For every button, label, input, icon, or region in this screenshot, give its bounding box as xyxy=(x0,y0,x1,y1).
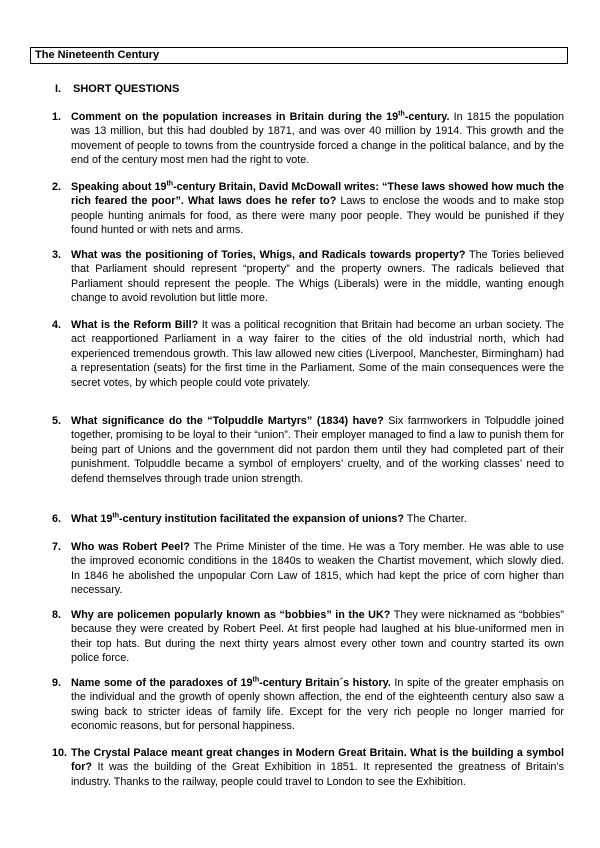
section-number: I. xyxy=(55,83,62,95)
question-text: Who was Robert Peel? xyxy=(71,541,190,553)
question-text: Why are policemen popularly known as “bobbies” in the UK? xyxy=(71,609,391,621)
answer-text: The Charter. xyxy=(403,513,467,525)
answer-text: It was a political recognition that Britain had become an urban society. The act reapportioned Parliament in a way fairer to the cities of the old industrial north, which had experienced tremendous growth. This law allowed new cities (Liverpool, Manchester, Birmingham) had a representation (seats) for the first time in the Parliament. Some of the main consequences were the secret votes, by which people could vote privately. xyxy=(71,319,564,389)
question-number: 9. xyxy=(52,677,62,689)
question-item xyxy=(52,318,564,390)
question-item xyxy=(52,608,564,666)
answer-text: In 1815 the population was 13 million, but this had doubled by 1871, and was over 40 million by 1914. This growth and the movement of people to towns from the countryside forced a change in the political balance, and by the end of the century most men had the right to vote. xyxy=(71,111,564,167)
question-item xyxy=(52,746,564,789)
answer-text: Laws to enclose the woods and to make stop people hunting animals for food, as there were many poor people. They would be punished if they found hunted or with nets and arms. xyxy=(71,195,564,237)
question-item xyxy=(52,512,564,526)
question-text: What is the Reform Bill? xyxy=(71,319,199,331)
answer-text: In spite of the greater emphasis on the individual and the growth of openly shown affection, the end of the eighteenth century also saw a swing back to stricter ideas of family life. Except for the very rich people no longer married for economic reasons, but for personal happiness. xyxy=(71,677,564,733)
question-number: 10. xyxy=(52,747,68,759)
document-title: The Nineteenth Century xyxy=(30,47,568,64)
question-item xyxy=(52,414,564,486)
question-number: 4. xyxy=(52,319,62,331)
question-text: What significance do the “Tolpuddle Martyrs” (1834) have? xyxy=(71,415,384,427)
answer-text: The Prime Minister of the time. He was a Tory member. He was able to use the improved economic conditions in the 1840s to weaken the Chartist movement, which slowly died. In 1846 he abolished the unpopular Corn Law of 1815, which had kept the price of corn higher than necessary. xyxy=(71,541,564,597)
question-text: Speaking about 19th-century Britain, David McDowall writes: “These laws showed how much the rich feared the poor”. What laws does he refer to? xyxy=(71,180,564,208)
question-item xyxy=(52,248,564,306)
question-text: The Crystal Palace meant great changes in Modern Great Britain. What is the building a symbol for? xyxy=(71,747,564,774)
section-label: SHORT QUESTIONS xyxy=(73,83,180,95)
question-number: 5. xyxy=(52,415,62,427)
question-number: 3. xyxy=(52,249,62,261)
question-item xyxy=(52,110,564,168)
answer-text: The Tories believed that Parliament should represent “property” and the property owners. The radicals believed that Parliament should represent the people. The Whigs (Liberals) were in the middle, wanting enough change to avoid revolution but little more. xyxy=(71,249,565,305)
question-text: Comment on the population increases in Britain during the 19th-century. xyxy=(71,110,450,123)
question-number: 7. xyxy=(52,541,62,553)
question-number: 2. xyxy=(52,181,62,193)
answer-text: Six farmworkers in Tolpuddle joined together, promising to be loyal to their “union”. Their employer managed to find a law to punish them for being part of Unions and the government did not pardon them until they had completed part of their punishment. Tolpuddle became a symbol of employers’ cruelty, and of the working classes’ need to defend themselves through trade union strength. xyxy=(71,415,564,485)
question-number: 1. xyxy=(52,111,62,123)
section-heading xyxy=(55,82,179,96)
question-item xyxy=(52,676,564,734)
answer-text: They were nicknamed as “bobbies” because they were created by Robert Peel. At first people had laughed at his blue-uniformed men in their top hats. But during the next thirty years almost every other town and country started its own police force. xyxy=(71,609,564,665)
question-item xyxy=(52,180,564,238)
question-number: 8. xyxy=(52,609,62,621)
question-text: What was the positioning of Tories, Whigs, and Radicals towards property? xyxy=(71,249,466,261)
question-number: 6. xyxy=(52,513,62,525)
question-item xyxy=(52,540,564,598)
answer-text: It was the building of the Great Exhibition in 1851. It represented the greatness of Britain’s industry. Thanks to the railway, people could travel to London to see the Exhibition. xyxy=(71,761,564,788)
question-text: What 19th-century institution facilitated the expansion of unions? xyxy=(71,512,404,525)
question-text: Name some of the paradoxes of 19th-century Britain´s history. xyxy=(71,676,391,689)
